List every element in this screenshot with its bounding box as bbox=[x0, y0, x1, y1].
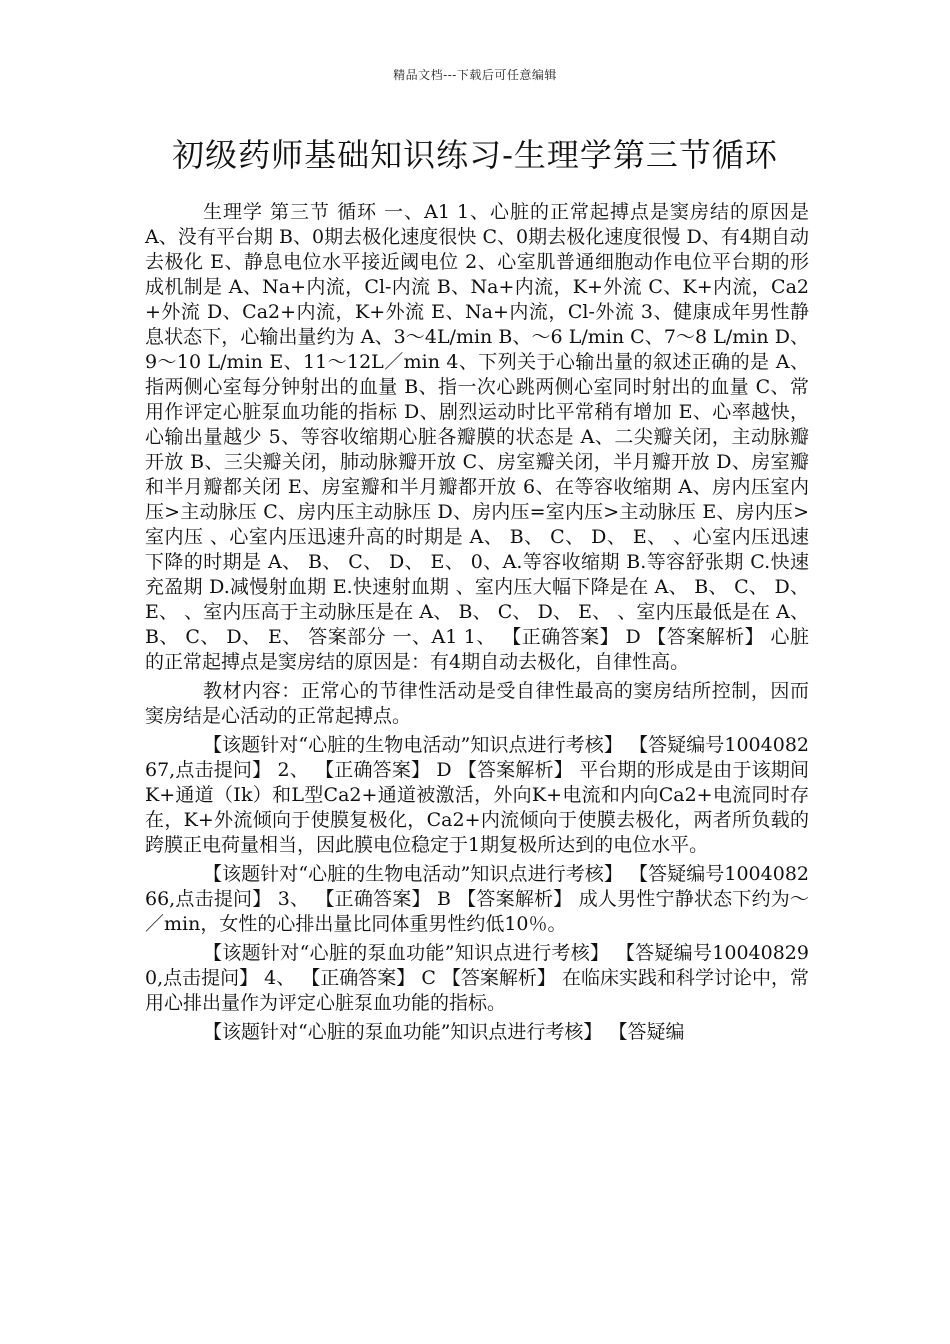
document-body bbox=[145, 200, 809, 1049]
document-title: 初级药师基础知识练习-生理学第三节循环 bbox=[172, 136, 778, 174]
paragraph-answer-5-partial: 【该题针对“心脏的泵血功能”知识点进行考核】 【答疑编 bbox=[203, 1021, 685, 1043]
paragraph-questions: 生理学 第三节 循环 一、A1 1、心脏的正常起搏点是窦房结的原因是 A、没有平台期 B、0期去极化速度很快 C、0期去极化速度很慢 D、有4期自动去极化 E、静息电位水平接近阈电位 2、心室肌普通细胞动作电位平台期的形成机制是 A、Na+内流，Cl-内流 B、Na+内流，K+外流 C、K+内流，Ca2+外流 D、Ca2+内流，K+外流 E、Na+内流，Cl-外流 3、健康成年男性静息状态下，心输出量约为 A、3～4L/min B、～6 L/min C、7～8 L/min D、9～10 L/min E、11～12L／min 4、下列关于心输出量的叙述正确的是 A、指两侧心室每分钟射出的血量 B、指一次心跳两侧心室同时射出的血量 C、常用作评定心脏泵血功能的指标 D、剧烈运动时比平常稍有增加 E、心率越快，心输出量越少 5、等容收缩期心脏各瓣膜的状态是 A、二尖瓣关闭，主动脉瓣开放 B、三尖瓣关闭，肺动脉瓣开放 C、房室瓣关闭，半月瓣开放 D、房室瓣和半月瓣都关闭 E、房室瓣和半月瓣都开放 6、在等容收缩期 A、房内压室内压>主动脉压 C、房内压主动脉压 D、房内压=室内压>主动脉压 E、房内压>室内压 、心室内压迅速升高的时期是 A、 B、 C、 D、 E、 、心室内压迅速下降的时期是 A、 B、 C、 D、 E、 0、A.等容收缩期 B.等容舒张期 C.快速充盈期 D.减慢射血期 E.快速射血期 、室内压大幅下降是在 A、 B、 C、 D、 E、 、室内压高于主动脉压是在 A、 B、 C、 D、 E、 、室内压最低是在 A、 B、 C、 D、 E、 答案部分 一、A1 1、 【正确答案】 D 【答案解析】 心脏的正常起搏点是窦房结的原因是：有4期自动去极化，自律性高。 bbox=[145, 201, 809, 673]
paragraph-answer-4: 【该题针对“心脏的泵血功能”知识点进行考核】 【答疑编号100408290,点击提问】 4、 【正确答案】 C 【答案解析】 在临床实践和科学讨论中，常用心排出量作为评定心脏泵血功能的指标。 bbox=[145, 942, 809, 1014]
paragraph-textbook-content: 教材内容：正常心的节律性活动是受自律性最高的窦房结所控制，因而窦房结是心活动的正常起搏点。 bbox=[145, 680, 809, 727]
page-header: 精品文档---下载后可任意编辑 bbox=[393, 68, 557, 82]
paragraph-answer-3: 【该题针对“心脏的生物电活动”知识点进行考核】 【答疑编号100408266,点击提问】 3、 【正确答案】 B 【答案解析】 成人男性宁静状态下约为～／min，女性的心排出量比同体重男性约低10％。 bbox=[145, 863, 809, 935]
paragraph-answer-2: 【该题针对“心脏的生物电活动”知识点进行考核】 【答疑编号100408267,点击提问】 2、 【正确答案】 D 【答案解析】 平台期的形成是由于该期间K+通道（Ⅰk）和L型Ca2+通道被激活，外向K+电流和内向Ca2+电流同时存在，K+外流倾向于使膜复极化，Ca2+内流倾向于使膜去极化，两者所负载的跨膜正电荷量相当，因此膜电位稳定于1期复极所达到的电位水平。 bbox=[145, 734, 809, 856]
